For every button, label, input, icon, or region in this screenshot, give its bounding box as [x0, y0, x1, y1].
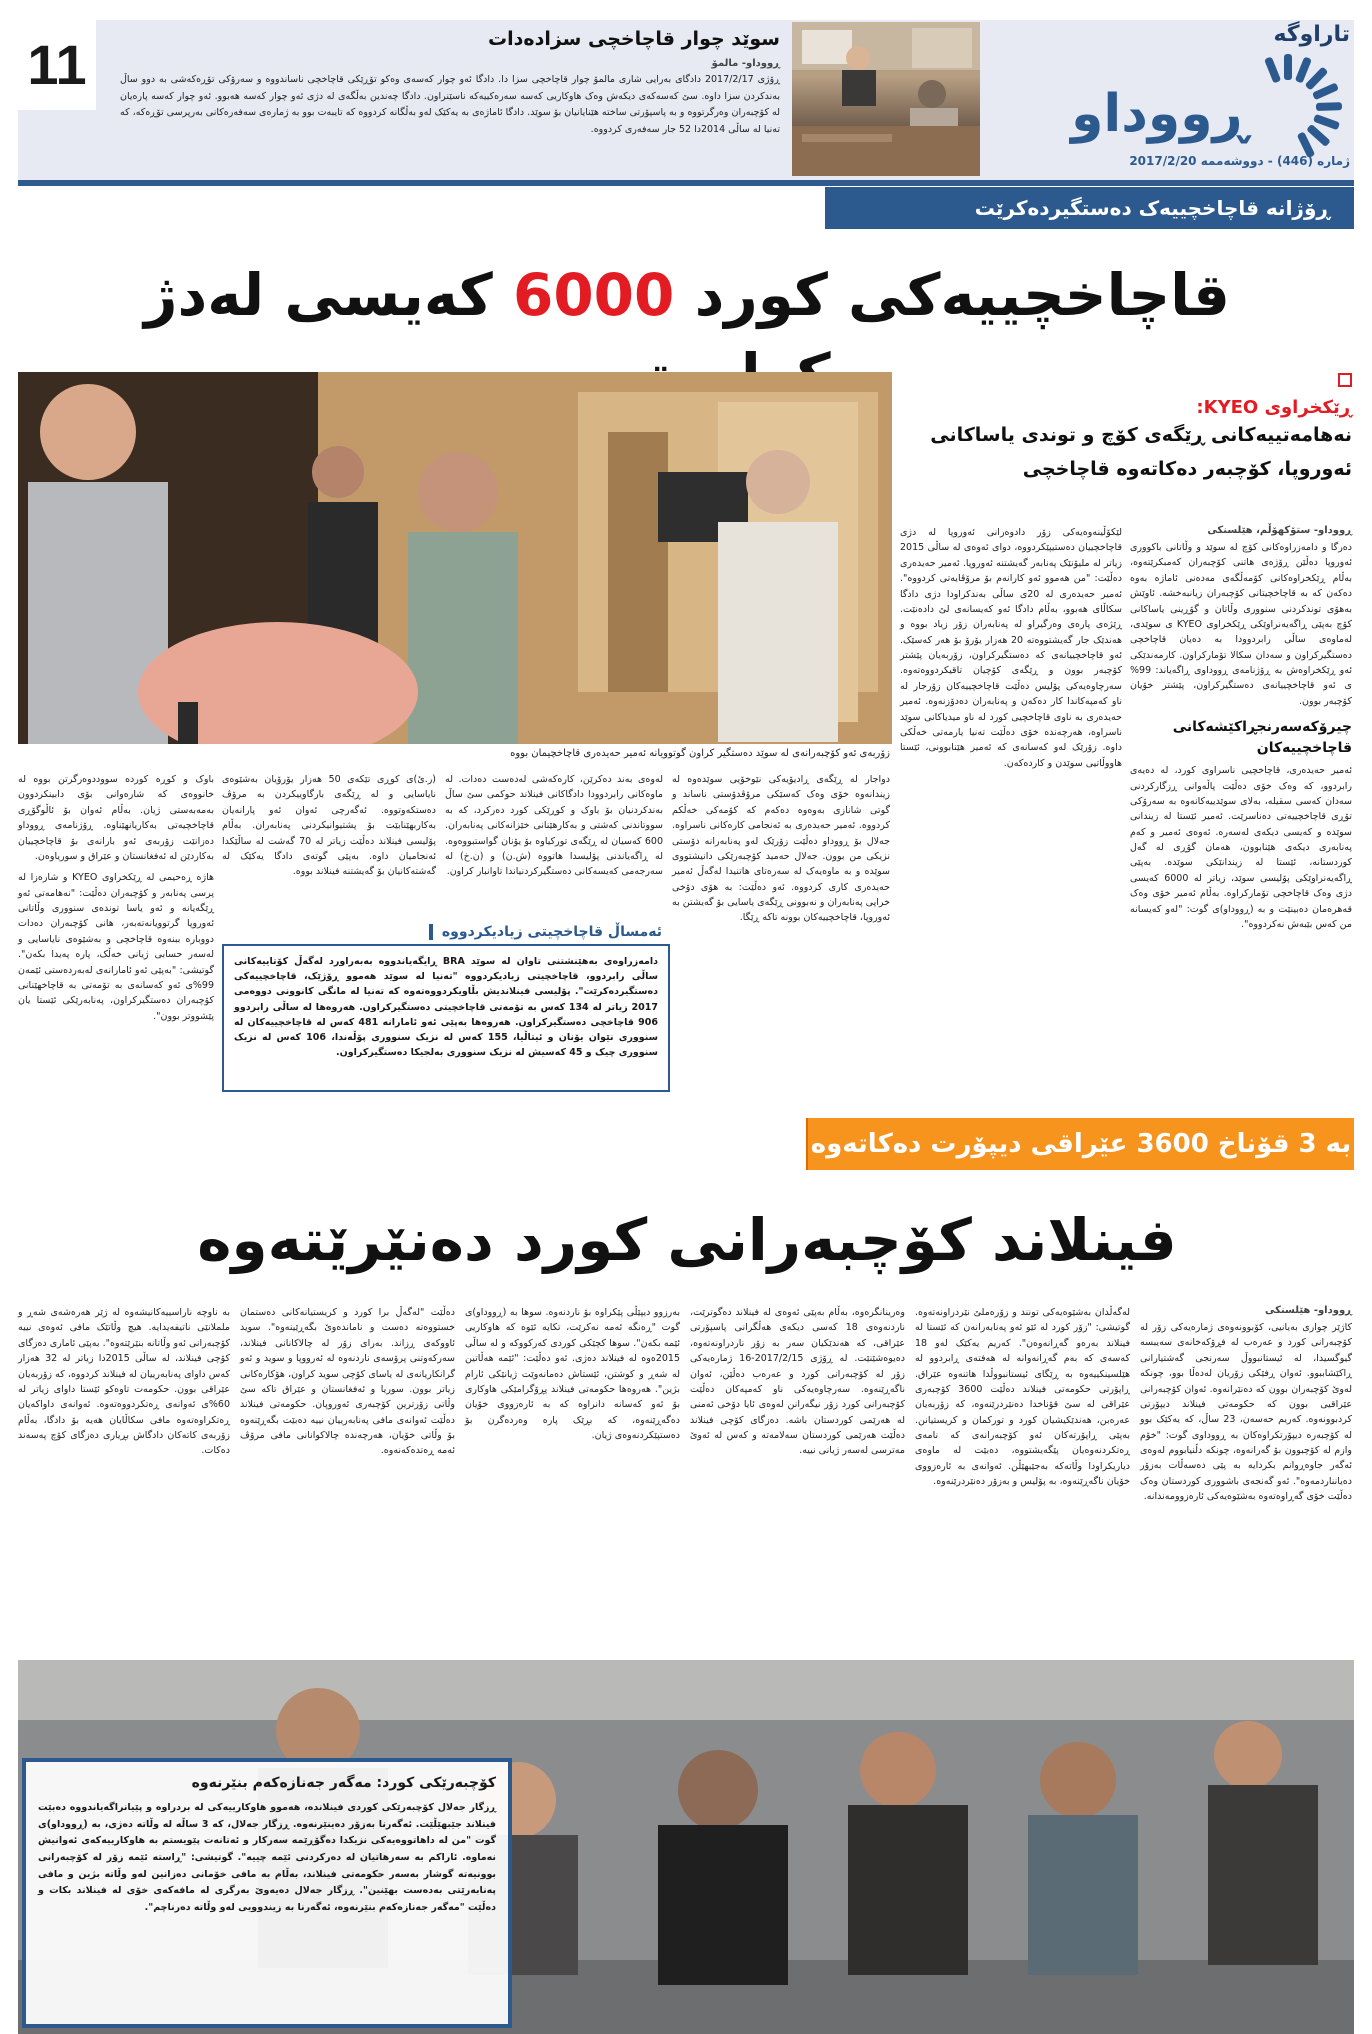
- headline-pre: قاچاخچییەکی کورد: [694, 261, 1230, 329]
- article1-col4: [445, 772, 663, 880]
- article1-col5-body: (ر.ئ)ی کوڕی تێکەی 50 هەزار یۆرۆیان بەشێوەی نایاسایی و لە ڕێگەی بارگاوییکردن بە مرۆڤ دەستکەوتووە. ئەگەرچی ئەوان ئەو پارانەیان بەکاربهێنابێت بۆ پشتیوانیکردنی پەنابەران. بەڵام پۆلیسی فینلاند دەڵێت زیاتر لە 70 گەشت لە ساڵێکدا ئەنجامیان داوە. بەپێی گوتەی دادگا یەکێک لە گەشتەکانیان بۆ گەیشتنە فینلاند بووە.: [222, 774, 437, 878]
- stats-box: [222, 918, 670, 1100]
- article1-col3: [672, 772, 890, 926]
- article1-col6-body: باوک و کوڕە کوردە سووددوەرگرتن بووە لە خانووەی کە شارەوانی بۆی دابینکردوون بەمەبەستی ژیان. بەڵام ئەوان بۆ ئاڵوگۆڕی قاچاخچیەتی بەکاریانهێناوە. ڕۆژنامەی ڕووداو دەزانێت زۆربەی ئەو بارانەی بۆ قاچاخچییان بەکاردێن لە ئەفغانستان و عێراق و سوریاوەن.: [18, 774, 214, 862]
- article2-col2: [915, 1305, 1130, 1490]
- article1-subhead: چیرۆکەسەرنجڕاکێشەکانی قاچاخچییەکان: [1172, 719, 1352, 757]
- article1-col2-body: لێکۆڵینەوەیەکی زۆر دادوەرانی ئەوروپا لە دژی قاچاخچییان دەستیپێکردووە، دوای ئەوەی لە ساڵی 2015 زیاتر لە ملیۆنێک پەنابەر گەیشتنە ئەوروپا. ئەمیر حەیدەری دەڵێت: "من هەموو ئەو کارانەم بۆ مرۆڤایەتی کردووە". ئەمیر حەیدەری لە 20ی ساڵی بەندکراودا دژی دادگا سکاڵای هەبوو، بەڵام دادگا ئەو کەیسانەی لێ دادەنێت. ڕێژەی پارەی وەرگیراو لە پەنابەران زۆر زیاد بووە و هەندێک جار گەیشتووەتە 20 هەزار یۆرۆ بۆ هەر کەسێک. ئەو قاچاخچییانەی کە دەستگیرکراون، زۆربەیان پێشتر کۆچبەر بوون و ڕێگەی کۆچیان تاقیکردووەتەوە. سەرچاوەیەکی پۆلیس دەڵێت قاچاخچییەکان زۆرجار لە ناو کەمپەکاندا کار دەکەن و پەنابەران دەدۆزنەوە. ئەمیر حەیدەری بە ناوی قاچاخچیی کورد لە ناو میدیاکانی سوێد ناسراوە، هەرچەندە خۆی دەڵێت تەنیا یارمەتی خەڵکی داوە. زۆرێک لەو کەسانەی کە ئەمیر هێنابوونی، ئێستا هاووڵاتیی سوێدن و کاردەکەن.: [900, 527, 1123, 769]
- photo-1-illustration: [18, 372, 892, 744]
- edition-label: تاراوگە: [1273, 22, 1350, 47]
- page-number: 11: [18, 20, 96, 110]
- stats-box-title: [222, 918, 670, 944]
- article2-col5-body: دەڵێت "لەگەڵ برا کورد و کریستیانەکانی دەستمان خستووەتە دەست و ناماندەوێ بگەڕێینەوە". سوید ئاووکەی ڕزاند. بەرای زۆر لە چالاکانانی فینلاند، سەرکەوتنی پرۆسەی ناردنەوە لە ئەرووپا و سوید و ئەو گرانکاریانەی لە یاسای کۆچی سوید کراون، هۆکارەکانی زیاتر بوون. سوریا و ئەفغانستان و عێراق تاکە سێ وڵاتی زۆرترین کۆچبەری ئەوروپان. حکومەتی فینلاند دەڵێت ئەوانەی مافی پەنابەرییان نییە دەبێت بگەڕێنەوە بۆ وڵاتی خۆیان، هەرچەندە چالاکوانانی مافی مرۆڤ ئەمە ڕەتدەکەنەوە.: [240, 1307, 455, 1457]
- article1-col1-body2: ئەمیر حەیدەری، قاچاخچیی ناسراوی کورد، لە دەیەی رابردوو، کە وەک خۆی دەڵێت پاڵەوانی ڕزگارکردنی سەدان کەسی سقیلە، بەلای سوێدییەکانەوە بە سەرۆکی تۆڕی قاچاخچییەتی دەناسرێت. ئەمیر ئێستا لە زیندانی سوێدە و کەیسی دیکەی لەسەرە. ئەوەی ئەمیر و کەم پەنابەری دیکەی هێنابوون، هەمان گۆڕی لە گەل کوردستانە، ئێستا لە زیندانێکی سوێدە. بەپێی ڕاگەیەنراوێکی پۆلیسی سوێد، زیاتر لە 6000 کەیسی دژی وەک قاچاخچی تۆمارکراوە. بەڵام ئەمیر خۆی وەک قەهرەمان دەبینێت و بە (ڕووداو)ی گوت: "لەو کەیسانە من کەس بێبەش نەکردووە".: [1130, 765, 1352, 930]
- logo-text: ڕووداو: [1071, 84, 1248, 144]
- article2-byline: ڕووداو- هێلسنکی: [1265, 1305, 1352, 1316]
- article2-col3: [690, 1305, 905, 1459]
- article1-col1-body: دەرگا و دامەزراوەکانی کۆچ لە سوێد و وڵاتانی باکووری ئەوروپا دەڵێن ڕۆژەی هاتنی کۆچبەران کەمبکرێتەوە، بەڵام ڕێکخراوەکانی کۆمەڵگەی مەدەنی ئاماژە بەوە دەکەن کە بە قاچاخچیتانی کۆچبەران زیانبەخشە. ئاوێش بەهۆی توندکردنی سنووری وڵاتان و گۆڕینی یاساکانی کۆچ بەپێی ڕاگەیەنراوێکی ڕێکخراوی KYEO ی سوێدی، لەماوەی ساڵی رابردوودا بە دەیان قاچاخچی دەستگیرکراون و سەدان سکالا تۆمارکراون. کارمەندێکی ئەو ڕێکخراوەش بە ڕۆژنامەی ڕووداوی ڕاگەیاند: 99% ی ئەو قاچاخچییانەی دەستگیرکراون، پێشتر خۆیان کۆچبەر بوون.: [1130, 542, 1352, 707]
- logo-block: [1002, 22, 1350, 180]
- kyeo-label: ڕێکخراوی KYEO:: [1196, 397, 1352, 418]
- red-square-icon: [1338, 373, 1352, 387]
- article2-col5: [240, 1305, 455, 1459]
- orange-bar: بە 3 قۆناخ 3600 عێراقی دیپۆرت دەکاتەوە: [808, 1118, 1354, 1170]
- photo-1: [18, 372, 892, 744]
- top-story-title: سوێد چوار قاچاخچی سزادەدات: [488, 28, 780, 50]
- article2-col4-body: بەرزوو دیپێڵی پێکراوە بۆ ناردنەوە. سوها بە (ڕووداو)ی گوت "ڕەنگە ئەمە نەکرێت، تکایە ئێوە کە هاوکاریی ئێمە بکەن". سوها کچێکی کوردی کەرکووکە و لە ساڵی 2015ەوە لە فینلاند دەژی. ئەو دەڵێت: "ئێمە هەڵاتین لە شەڕ و کوشتن، ئێستاش دەمانەوێت ژیانێکی ئارام بژین". هەروەها حکومەتی فینلاند پڕۆگرامێکی هاوکاری بۆ ئەو کەسانە دانراوە کە بە ئارەزووی خۆیان دەگەڕێنەوە، کە بڕێک پارە وەردەگرن بۆ دەستپێکردنەوەی ژیان.: [465, 1307, 680, 1441]
- photo-1-caption: زۆربەی ئەو کۆچبەرانەی لە سوێد دەستگیر کراون گوتوویانە ئەمیر حەیدەری قاچاخچیمان بووە: [510, 748, 890, 759]
- kyeo-line1: نەهامەتییەکانی ڕێگەی کۆچ و توندی یاساکانی: [930, 424, 1352, 446]
- article2-col1-body: کاژێر چواری بەیانیی، کۆبوونەوەی ژمارەیەکی زۆر لە کۆچبەرانی کورد و عەرەب لە فڕۆکەخانەی سەیبسە گیوگسیدا، لە ئیستانبووڵ سەرنجی گەشتیارانی ڕاکێشاببوو. ئەوان ڕفێکی زۆریان لەدەڵا بوو، چونکە لەوێ کۆچبەران بوون کە دەنێرانەوە. ئەوان کۆچبەرانی عێراقیی بوون کە حکومەتی فینلاند دیپۆرتی کردبوونەوە. کەریم حەسەن، 23 ساڵ، کە یەکێک بوو لە کۆچبەرە دیپۆرتکراوەکان بە ڕووداوی گوت: "خۆم وازم لە کۆچبوون بۆ گەرانەوە، چونکە دڵنیابووم لەوەی ئەگەر جاوەڕوانم بکردایە بە پێی دەسەڵات بەزۆر دەیانناردمەوە". ئەو گەنجەی باشووری کوردستان وەک دەڵێت خۆی گەڕاوەتەوە بەشێوەیەکی ئارەزوومەندانە.: [1140, 1322, 1352, 1503]
- article1-col6: [18, 772, 214, 1024]
- article2-col2-body: لەگەڵدان بەشێوەیەکی تونند و زۆرەملێ نێردراونەتەوە. گوتیشی: "زۆر کورد لە ئێو ئەو پەنابەرانەن کە ئێستا لە فینلاند بەرەو گەڕانەوەن". کەریم یەکێک لەو 18 کەسەی کە بەم گەڕانەوانە لە هەفتەی ڕابردوو لە هێلسینکییەوە بە ڕێگای ئیستانبووڵدا هاتنەوە عێراق. ڕاپۆرتی حکومەتی فینلاند دەڵێت 3600 کۆچبەری عێراقی لە سێ قۆناخدا دەنێردرێنەوە، کە زۆربەیان عەرەبن، هەندێکیشیان کورد و تورکمان و کریستیانن. بەپێی ڕاپۆرتەکان ئەو کۆچبەرانەی کە نامەی ڕەتکردنەوەیان پێگەیشتووە، دەبێت لە ماوەی دیاریکراودا وڵاتەکە بەجێبهێڵن. ئەوانەی بە ئارەزووی خۆیان ناگەڕێنەوە، بە پۆلیس و بەزۆر دەنێردرێنەوە.: [915, 1307, 1130, 1488]
- stats-box-title-bar: [429, 924, 433, 940]
- article1-col3-body: دواجار لە ڕێگەی ڕادیۆیەکی نێوخۆیی سوێدەوە لە زیندانەوە خۆی وەک کەسێکی مرۆڤدۆستی ناساند و گوتی شانازی بەوەوە دەکەم کە کۆمەکی خەڵکم کردووە. ئەمیر حەیدەری بە ئەنجامی کارەکانی ناسراوە. جەلال بۆ ڕووداو دەڵێت زۆرێک لەو پەنابەرانە دۆستی نزیکی من بوون. جەلال حەمید کۆچبەرێکی دانیشتووی سوێدە و بە ماوەیەک لە سەرەتای هاتنیدا لەگەڵ ئەمیر حەیدەری کاری کردووە. ئەو دەڵێت: بە هۆی دۆخی خراپی پەنابەران و نەبوونی ڕێگەی یاسایی بۆ گەیشتن بە ئەوروپا، قاچاخچییەکان بوونە تاکە ڕێگا.: [671, 774, 890, 924]
- photo2-box-body: ڕزگار جەلال کۆچبەرێکی کوردی فینلاندە، هەموو هاوکارییەکی لە بردراوە و پێیانراگەیاندووە دەبێت فینلاند جێبهێڵێت. ئەگەرنا بەزۆر دەینێرنەوە. ڕزگار جەلال، کە 3 ساڵە لە وڵاتە دەژی، بە (ڕووداو)ی گوت "من لە داهاتووەیەکی نزیکدا دەگۆڕێمە سەرکار و ئەتانەت پێویستم بە هاوکارییەکەی ئەوانیش نەماوە. ئاراکم بە سەرهاتیان لە دەرکردنی ئێمە چییە". گوتیشی: "ڕاستە ئێمە زۆر لە کۆچبەرانی بوونیەتە گوشار بەسەر حکومەتی فینلاند، بەڵام بە مافی خۆمانی دەزانین لەو وڵاتە بژین و مافی پەنابەرێتی بەدەست بهێنین". ڕزگار جەلال دەیەوێ بەرگری لە مافەکەی خۆی لە فینلاند بکات و دەڵێت "مەگەر جەنازەکەم بنێرنەوە، ئەگەرنا بە زیندوویی لەو وڵاتە دەرناچم".: [38, 1802, 496, 1913]
- top-story: [120, 22, 780, 139]
- issue-line: ژمارە (446) - دووشەممە 2017/2/20: [1129, 154, 1350, 168]
- court-photo-illustration: [792, 22, 980, 176]
- section-bar: ڕۆژانە قاچاخچییەک دەستگیردەکرێت: [825, 187, 1354, 229]
- article2-col6-body: بە ناوچە ناراسییەکانیشەوە لە ژێر هەرەشەی شەڕ و ململانێی ناتیفەیدایە. هیچ وڵاتێک مافی ئەوەی نییە کۆچبەرانی ئەو وڵاتانە بنێرێتەوە". بەپێی ئاماری دەزگای کۆچی فینلاند، لە ساڵی 2015دا زیاتر لە 32 هەزار کەس داوای پەنابەرییان لە فینلاند کردووە، کە زۆربەیان عێراقی بوون. حکومەت تاوەکو ئێستا داوای زیاتر لە 60%ی ئەوانەی ڕەتکردووەتەوە. ئەوانەی داواکەیان ڕەتکراوەتەوە مافی سکاڵایان هەیە بۆ دادگا، بەڵام زۆربەی کاتەکان دادگاش بڕیاری دەزگای کۆچ پەسەند دەکات.: [18, 1307, 230, 1457]
- top-story-byline: ڕووداو- مالمۆ: [711, 58, 780, 69]
- header-strip: [18, 180, 1354, 186]
- article2-col4: [465, 1305, 680, 1443]
- kyeo-box: [900, 372, 1352, 486]
- article1-col4-body: لەوەی بەند دەکرێن، کارەکەشی لەدەست دەدات. لە ماوەکانی رابردوودا دادگاکانی فینلاند حوکمی سێ ساڵ بەندکردنیان بۆ باوک و کوڕێکی کورد دەرکرد، کە بە سووتاندنی کەشتی و بەکارهێنانی خێزانەکانی پەنابەران. 600 کەسیان لە ڕێگەی تورکیاوە بۆ یۆنان گواستبووەوە. لە ڕاگەیاندنی پۆلیسدا هاتووە (ش.ن) و (ن.خ) لە سەرجەمی کەیسەکانی دەستگیرکردنیاندا تاوانبار کراون.: [445, 774, 663, 878]
- article1-col1: [1130, 525, 1352, 932]
- headline-post: کەیسی لەدژ: [144, 261, 493, 329]
- article1-col2: [900, 525, 1122, 771]
- logo-sunburst-icon: [1232, 52, 1342, 162]
- top-story-body: ڕۆژی 2017/2/17 دادگای بەرایی شاری مالمۆ چوار قاچاخچی سزا دا. دادگا ئەو چوار کەسەی وەکو تۆڕێکی قاچاخچی ناساندووە و سەرۆکی تۆڕەکەشی بە دوو ساڵ بەندکردن سزا داوە. سێ کەسەکەی دیکەش وەک هاوکاریی کەسە سەرەکییەکە ناسێنراون. دادگا چەندین بەڵگەی لە دژی ئەو چوار کەسە هەبوو. ئەو چوار کەسە پارەیان لە کۆچبەران وەرگرتووە و بە پاسپۆرتی ساختە هێنایانیان بۆ سوێد. دادگا ئاماژەی بە یەکێک لەو بەڵگانە کردووە کە تایبەت بوو بە ژمارەی سەفەرەکانی بەرپرسی تۆڕەکە، کە تەنیا لە ساڵی 2014دا 52 جار سەفەری کردووە.: [120, 74, 780, 135]
- stats-box-frame: [222, 944, 670, 1092]
- court-photo: [792, 22, 980, 176]
- kyeo-line2: ئەوروپا، کۆچبەر دەکاتەوە قاچاخچی: [1022, 458, 1352, 480]
- article1-col6-kyeo: هاژە ڕەحیمی لە ڕێکخراوی KYEO و شارەزا لە پرسی پەنابەر و کۆچبەران دەڵێت: "نەهامەتی ئەو ڕێگەیانە و ئەو یاسا توندەی سنووری وڵاتانی ئەوروپا گرتوویانەتەبەر، هانی کۆچبەران دەدات دووبارە ببنەوە قاچاخچی و بەشێوەی نایاسایی و لەسەر حسابی ژیانی خەڵک، پارە پەیدا بکەن". گوتیشی: "بەپێی ئەو ئامارانەی لەبەردەستی ئێمەن 99%ی ئەو کەسانەی بە تۆمەتی بە قاچاخهێنانی کۆچبەران دەستگیرکراون، پەنابەرێکی ئێستا یان پێشووتر بوون".: [18, 872, 215, 1022]
- article2-col3-body: وەرینانگرەوە، بەڵام بەپێی ئەوەی لە فینلاند دەگوترێت، ناردنەوەی 18 کەسی دیکەی هەڵگرانی پاسپۆرتی عێراقی، کە هەندێکیان سەر بە زۆر ناردراونەتەوە، دەیوەشێنێت. لە ڕۆژی 2017/2/15-16 ژمارەیەکی زۆر لە کۆچبەرانی کورد و عەرەب دەڵێن، ئەوان ناگەڕێنەوە. سەرچاوەیەکی ناو کەمپەکان دەڵێت کۆچبەرانی کورد زۆر نیگەرانن لەوەی ئایا دۆخی ئەمنی لە هەرێمی کوردستان باشە. دەزگای کۆچی فینلاند دەڵێت هەرێمی کوردستان سەلامەتە و کەس لە ئەوێ مەترسی لەسەر ژیانی نییە.: [690, 1307, 905, 1457]
- second-headline: فینلاند کۆچبەرانی کورد دەنێرێتەوە: [197, 1206, 1177, 1274]
- article1-col5: [222, 772, 436, 880]
- stats-box-title-text: ئەمساڵ قاچاخچیتی زیادیکردووە: [441, 924, 662, 940]
- article2-col1: [1140, 1305, 1352, 1505]
- stats-box-body: دامەزراوەی بەهێنشتنی تاوان لە سوێد BRA ڕایگەیاندووە بەبەراورد لەگەڵ کۆتاییەکانی ساڵی رابردوو، قاچاخچیتی زیادیکردووە "تەنیا لە سوێد هەموو ڕۆژێک، قاچاخچییەکی دەستگیردەکرێت". پۆلیسی فینلاندیش بڵاویکردووەتەوە کە تەنیا لە مانگی کانوونی دووەمی 2017 زیاتر لە 134 کەس بە تۆمەتی قاچاخچیتی دەستگیرکراون. هەروەها لە ساڵی رابردوو 906 قاچاخچی دەستگیرکراون. هەروەها بەپێی ئەو ئامارانە 481 کەس لە قاچاخچییەکان لە سنووری نێوان یۆنان و ئیتاڵیا، 155 کەس لە نزیک سنووری پۆڵەندا، 106 کەس لە نزیک سنووری چیک و 45 کەسیش لە نزیک سنووری بەلجیکا دەستگیرکراون.: [234, 956, 658, 1059]
- article2-col6: [18, 1305, 230, 1459]
- headline-number: 6000: [512, 261, 675, 329]
- article1-byline: ڕووداو- ستۆکهۆڵم، هێلسنکی: [1207, 525, 1352, 536]
- photo2-box-title: کۆچبەرێکی کورد: مەگەر جەنازەکەم بنێرنەوە: [191, 1775, 496, 1791]
- photo2-box: [22, 1758, 512, 2028]
